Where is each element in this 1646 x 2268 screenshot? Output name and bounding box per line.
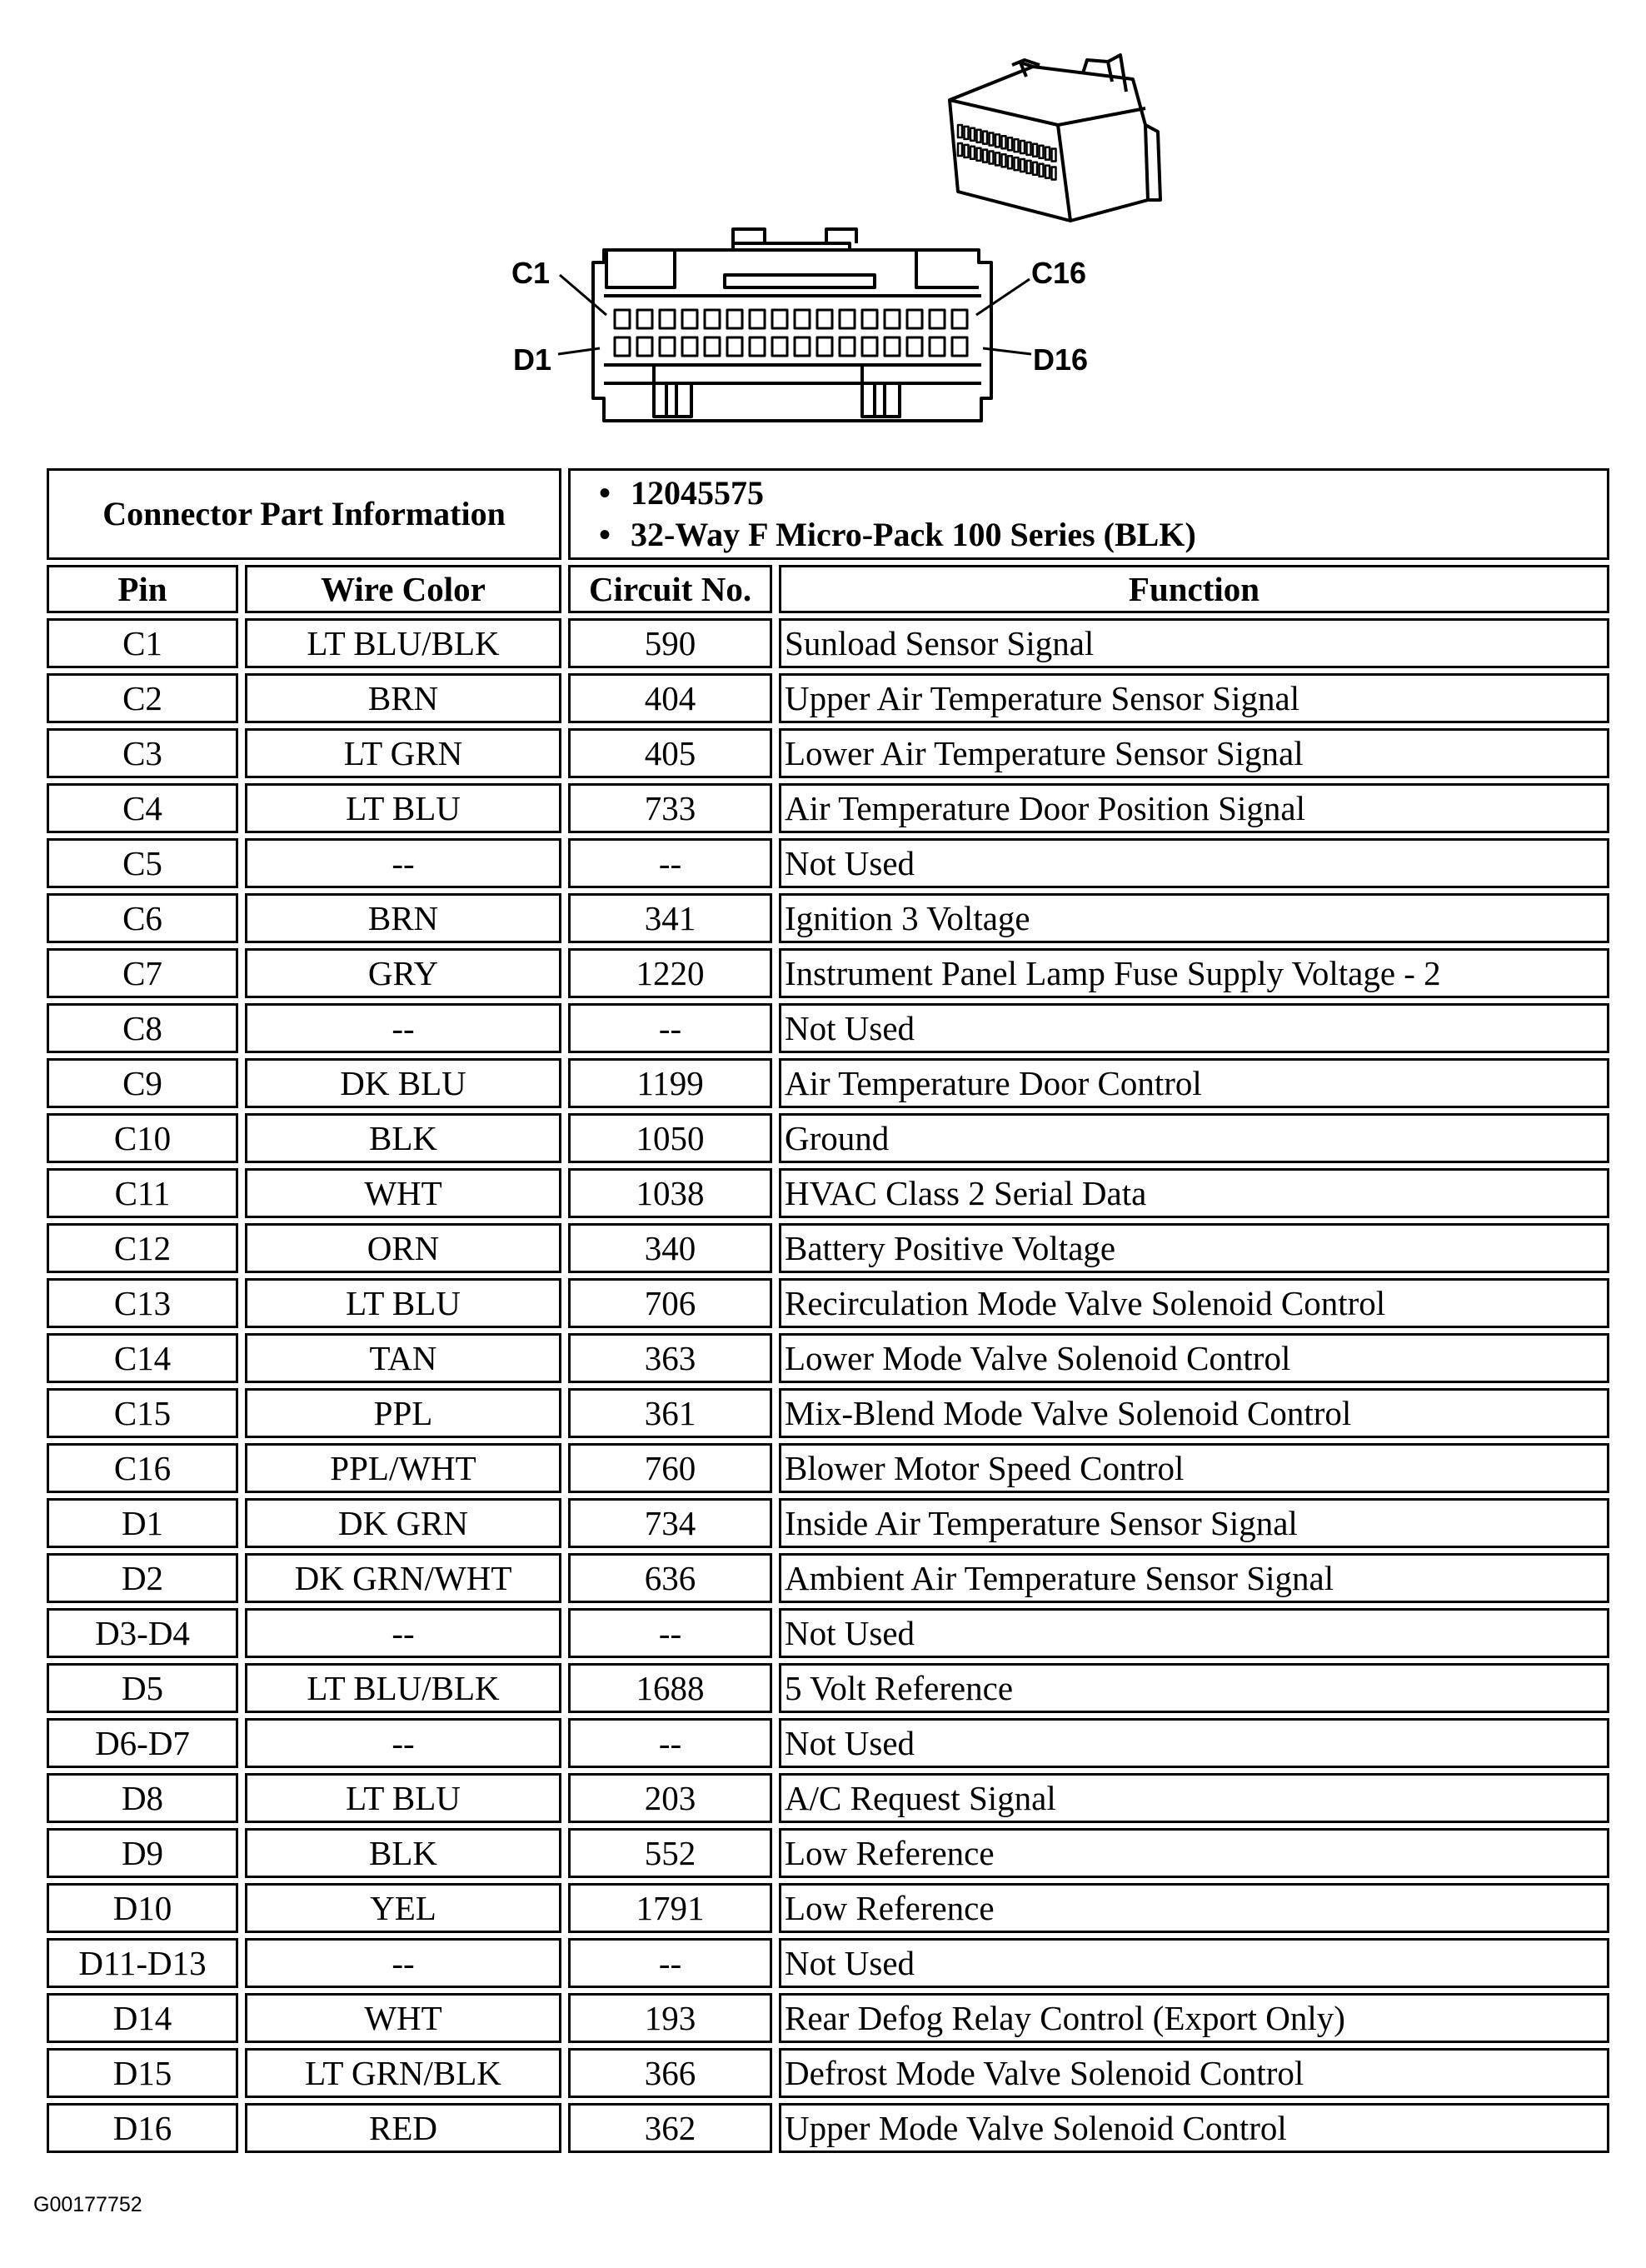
circuit-cell: 1688	[568, 1663, 772, 1713]
circuit-cell: 552	[568, 1828, 772, 1878]
table-row	[47, 1388, 1609, 1438]
wire-color-cell: --	[245, 838, 561, 888]
column-header-pin: Pin	[47, 565, 238, 613]
circuit-cell: 733	[568, 783, 772, 833]
table-row	[47, 1443, 1609, 1493]
connector-info-values	[568, 468, 1609, 560]
wire-color-cell: BLK	[245, 1113, 561, 1163]
circuit-cell: 341	[568, 893, 772, 943]
function-cell: Upper Mode Valve Solenoid Control	[779, 2103, 1609, 2153]
circuit-cell: 366	[568, 2048, 772, 2098]
pin-cell: C8	[47, 1003, 238, 1053]
label-c1: C1	[511, 256, 551, 290]
function-cell: Air Temperature Door Position Signal	[779, 783, 1609, 833]
pin-cell: D3-D4	[47, 1608, 238, 1658]
pin-cell: C5	[47, 838, 238, 888]
table-row	[47, 948, 1609, 998]
circuit-cell: 590	[568, 618, 772, 668]
wire-color-cell: ORN	[245, 1223, 561, 1273]
table-row	[47, 1003, 1609, 1053]
table-row	[47, 1718, 1609, 1768]
wire-color-cell: BRN	[245, 893, 561, 943]
function-cell: Rear Defog Relay Control (Export Only)	[779, 1993, 1609, 2043]
function-cell: Instrument Panel Lamp Fuse Supply Voltage - 2	[779, 948, 1609, 998]
connector-description: • 32-Way F Micro-Pack 100 Series (BLK)	[631, 514, 1600, 556]
circuit-cell: 193	[568, 1993, 772, 2043]
wire-color-cell: DK GRN	[245, 1498, 561, 1548]
wire-color-cell: WHT	[245, 1993, 561, 2043]
pinout-table	[40, 463, 1616, 2158]
circuit-cell: 340	[568, 1223, 772, 1273]
table-row	[47, 1278, 1609, 1328]
table-row	[47, 1333, 1609, 1383]
pin-cell: C1	[47, 618, 238, 668]
function-cell: Air Temperature Door Control	[779, 1058, 1609, 1108]
function-cell: Blower Motor Speed Control	[779, 1443, 1609, 1493]
circuit-cell: 636	[568, 1553, 772, 1603]
table-row	[47, 2103, 1609, 2153]
pin-cell: D11-D13	[47, 1938, 238, 1988]
pin-cell: D9	[47, 1828, 238, 1878]
circuit-cell: --	[568, 1608, 772, 1658]
pin-cell: D15	[47, 2048, 238, 2098]
function-cell: A/C Request Signal	[779, 1773, 1609, 1823]
circuit-cell: 361	[568, 1388, 772, 1438]
function-cell: Lower Air Temperature Sensor Signal	[779, 728, 1609, 778]
table-row	[47, 1883, 1609, 1933]
label-c16: C16	[1031, 256, 1087, 290]
circuit-cell: 1038	[568, 1168, 772, 1218]
circuit-cell: 1050	[568, 1113, 772, 1163]
function-cell: 5 Volt Reference	[779, 1663, 1609, 1713]
pin-cell: C11	[47, 1168, 238, 1218]
pin-cell: C13	[47, 1278, 238, 1328]
pin-cell: C2	[47, 673, 238, 723]
function-cell: Ignition 3 Voltage	[779, 893, 1609, 943]
pin-cell: C9	[47, 1058, 238, 1108]
circuit-cell: 363	[568, 1333, 772, 1383]
pin-cell: D16	[47, 2103, 238, 2153]
function-cell: HVAC Class 2 Serial Data	[779, 1168, 1609, 1218]
function-cell: Upper Air Temperature Sensor Signal	[779, 673, 1609, 723]
connector-info-row	[47, 468, 1609, 560]
wire-color-cell: WHT	[245, 1168, 561, 1218]
column-header-circuit: Circuit No.	[568, 565, 772, 613]
function-cell: Not Used	[779, 1938, 1609, 1988]
table-row	[47, 1113, 1609, 1163]
wire-color-cell: PPL	[245, 1388, 561, 1438]
circuit-cell: 203	[568, 1773, 772, 1823]
wire-color-cell: --	[245, 1003, 561, 1053]
table-row	[47, 893, 1609, 943]
wire-color-cell: DK GRN/WHT	[245, 1553, 561, 1603]
figure-id: G00177752	[33, 2193, 142, 2216]
part-number: • 12045575	[631, 472, 1600, 514]
table-row	[47, 1553, 1609, 1603]
function-cell: Not Used	[779, 838, 1609, 888]
label-d16: D16	[1033, 342, 1089, 377]
table-row	[47, 673, 1609, 723]
column-header-wire-color: Wire Color	[245, 565, 561, 613]
label-d1: D1	[513, 342, 552, 377]
wire-color-cell: RED	[245, 2103, 561, 2153]
circuit-cell: --	[568, 1938, 772, 1988]
wire-color-cell: LT BLU	[245, 1773, 561, 1823]
pin-cell: C14	[47, 1333, 238, 1383]
table-row	[47, 1773, 1609, 1823]
pin-cell: C4	[47, 783, 238, 833]
table-row	[47, 1168, 1609, 1218]
wire-color-cell: --	[245, 1608, 561, 1658]
function-cell: Sunload Sensor Signal	[779, 618, 1609, 668]
circuit-cell: --	[568, 838, 772, 888]
table-row	[47, 1938, 1609, 1988]
wire-color-cell: LT BLU/BLK	[245, 618, 561, 668]
wire-color-cell: LT GRN/BLK	[245, 2048, 561, 2098]
column-header-function: Function	[779, 565, 1609, 613]
pin-rows	[47, 618, 1609, 2153]
wire-color-cell: --	[245, 1718, 561, 1768]
table-row	[47, 2048, 1609, 2098]
wire-color-cell: GRY	[245, 948, 561, 998]
connector-illustration	[0, 0, 1646, 450]
pin-cell: D2	[47, 1553, 238, 1603]
circuit-cell: --	[568, 1718, 772, 1768]
function-cell: Recirculation Mode Valve Solenoid Control	[779, 1278, 1609, 1328]
function-cell: Not Used	[779, 1608, 1609, 1658]
function-cell: Not Used	[779, 1003, 1609, 1053]
function-cell: Battery Positive Voltage	[779, 1223, 1609, 1273]
header-row	[47, 565, 1609, 613]
circuit-cell: 362	[568, 2103, 772, 2153]
connector-3d-view	[950, 55, 1160, 221]
pin-cell: D8	[47, 1773, 238, 1823]
circuit-cell: 404	[568, 673, 772, 723]
circuit-cell: 706	[568, 1278, 772, 1328]
function-cell: Defrost Mode Valve Solenoid Control	[779, 2048, 1609, 2098]
pin-cell: C10	[47, 1113, 238, 1163]
wire-color-cell: BRN	[245, 673, 561, 723]
table-row	[47, 783, 1609, 833]
wire-color-cell: LT GRN	[245, 728, 561, 778]
table-row	[47, 1993, 1609, 2043]
circuit-cell: 760	[568, 1443, 772, 1493]
pin-cell: C7	[47, 948, 238, 998]
function-cell: Ambient Air Temperature Sensor Signal	[779, 1553, 1609, 1603]
connector-drawing	[0, 0, 1646, 450]
function-cell: Lower Mode Valve Solenoid Control	[779, 1333, 1609, 1383]
pin-cell: C12	[47, 1223, 238, 1273]
circuit-cell: 734	[568, 1498, 772, 1548]
pin-cell: C16	[47, 1443, 238, 1493]
wire-color-cell: LT BLU/BLK	[245, 1663, 561, 1713]
table-row	[47, 618, 1609, 668]
wire-color-cell: TAN	[245, 1333, 561, 1383]
pin-cell: C3	[47, 728, 238, 778]
function-cell: Inside Air Temperature Sensor Signal	[779, 1498, 1609, 1548]
wire-color-cell: BLK	[245, 1828, 561, 1878]
wire-color-cell: YEL	[245, 1883, 561, 1933]
function-cell: Low Reference	[779, 1828, 1609, 1878]
circuit-cell: 405	[568, 728, 772, 778]
circuit-cell: 1791	[568, 1883, 772, 1933]
table-row	[47, 838, 1609, 888]
function-cell: Low Reference	[779, 1883, 1609, 1933]
table-row	[47, 1058, 1609, 1108]
table-row	[47, 1663, 1609, 1713]
wire-color-cell: LT BLU	[245, 1278, 561, 1328]
pin-cell: D14	[47, 1993, 238, 2043]
wire-color-cell: PPL/WHT	[245, 1443, 561, 1493]
circuit-cell: --	[568, 1003, 772, 1053]
table-row	[47, 1498, 1609, 1548]
wire-color-cell: DK BLU	[245, 1058, 561, 1108]
table-row	[47, 1223, 1609, 1273]
pin-cell: D10	[47, 1883, 238, 1933]
wire-color-cell: --	[245, 1938, 561, 1988]
circuit-cell: 1220	[568, 948, 772, 998]
pin-cell: D1	[47, 1498, 238, 1548]
function-cell: Ground	[779, 1113, 1609, 1163]
connector-info-heading: Connector Part Information	[47, 468, 561, 560]
function-cell: Mix-Blend Mode Valve Solenoid Control	[779, 1388, 1609, 1438]
function-cell: Not Used	[779, 1718, 1609, 1768]
pin-cell: C6	[47, 893, 238, 943]
table-row	[47, 728, 1609, 778]
pin-cell: D5	[47, 1663, 238, 1713]
connector-front-view	[558, 229, 1031, 421]
table-row	[47, 1828, 1609, 1878]
pin-cell: D6-D7	[47, 1718, 238, 1768]
table-row	[47, 1608, 1609, 1658]
pin-cell: C15	[47, 1388, 238, 1438]
wire-color-cell: LT BLU	[245, 783, 561, 833]
circuit-cell: 1199	[568, 1058, 772, 1108]
